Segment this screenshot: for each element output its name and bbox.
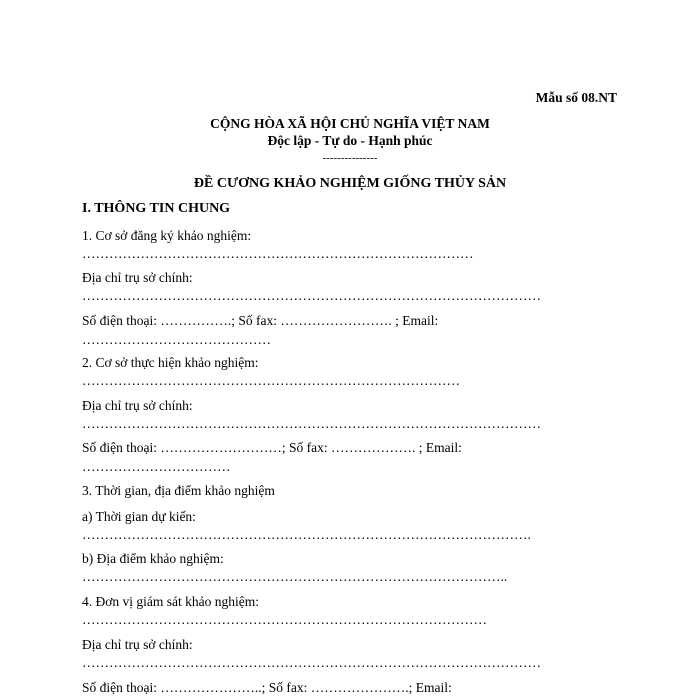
field-label: 1. Cơ sở đăng ký khảo nghiệm: — [82, 228, 252, 243]
contact-line: Số điện thoại: …………….; Số fax: ……………………. ; Email: — [82, 313, 439, 328]
field-label: 3. Thời gian, địa điểm khảo nghiệm — [82, 483, 275, 498]
header-separator: --------------- — [322, 152, 378, 164]
fill-in-line: …………………………………………………………………………… — [82, 246, 474, 261]
fill-in-line: ………………………………………………………………………………….. — [82, 569, 508, 584]
contact-line: Số điện thoại: ………………………; Số fax: ………………. ; Email: — [82, 440, 462, 455]
field-label: 2. Cơ sở thực hiện khảo nghiệm: — [82, 355, 259, 370]
fill-in-line: ………………………………………………………………………………………… — [82, 288, 541, 303]
document-title: ĐỀ CƯƠNG KHẢO NGHIỆM GIỐNG THỦY SẢN — [193, 176, 507, 191]
country-name: CỘNG HÒA XÃ HỘI CHỦ NGHĨA VIỆT NAM — [210, 116, 490, 131]
field-label: Địa chỉ trụ sở chính: — [82, 270, 193, 285]
fill-in-line: ………………………………………………………………………………………… — [82, 655, 541, 670]
field-label: a) Thời gian dự kiến: — [82, 509, 196, 524]
fill-in-line: ………………………………………………………………………………………… — [82, 416, 541, 431]
form-number: Mẫu số 08.NT — [535, 90, 617, 105]
fill-in-line: …………………………… — [82, 459, 231, 474]
national-motto: Độc lập - Tự do - Hạnh phúc — [267, 133, 433, 148]
fill-in-line: ………………………………………………………………………………………. — [82, 527, 531, 542]
fill-in-line: ……………………………………………………………………………… — [82, 612, 487, 627]
fill-in-line: ………………………………………………………………………… — [82, 373, 460, 388]
field-label: 4. Đơn vị giám sát khảo nghiệm: — [82, 594, 259, 609]
fill-in-line: …………………………………… — [82, 332, 271, 347]
section-heading: I. THÔNG TIN CHUNG — [82, 201, 231, 216]
field-label: Địa chỉ trụ sở chính: — [82, 637, 193, 652]
contact-line: Số điện thoại: …………………..; Số fax: ………………….; Email: — [82, 680, 452, 695]
field-label: b) Địa điểm khảo nghiệm: — [82, 551, 224, 566]
field-label: Địa chỉ trụ sở chính: — [82, 398, 193, 413]
